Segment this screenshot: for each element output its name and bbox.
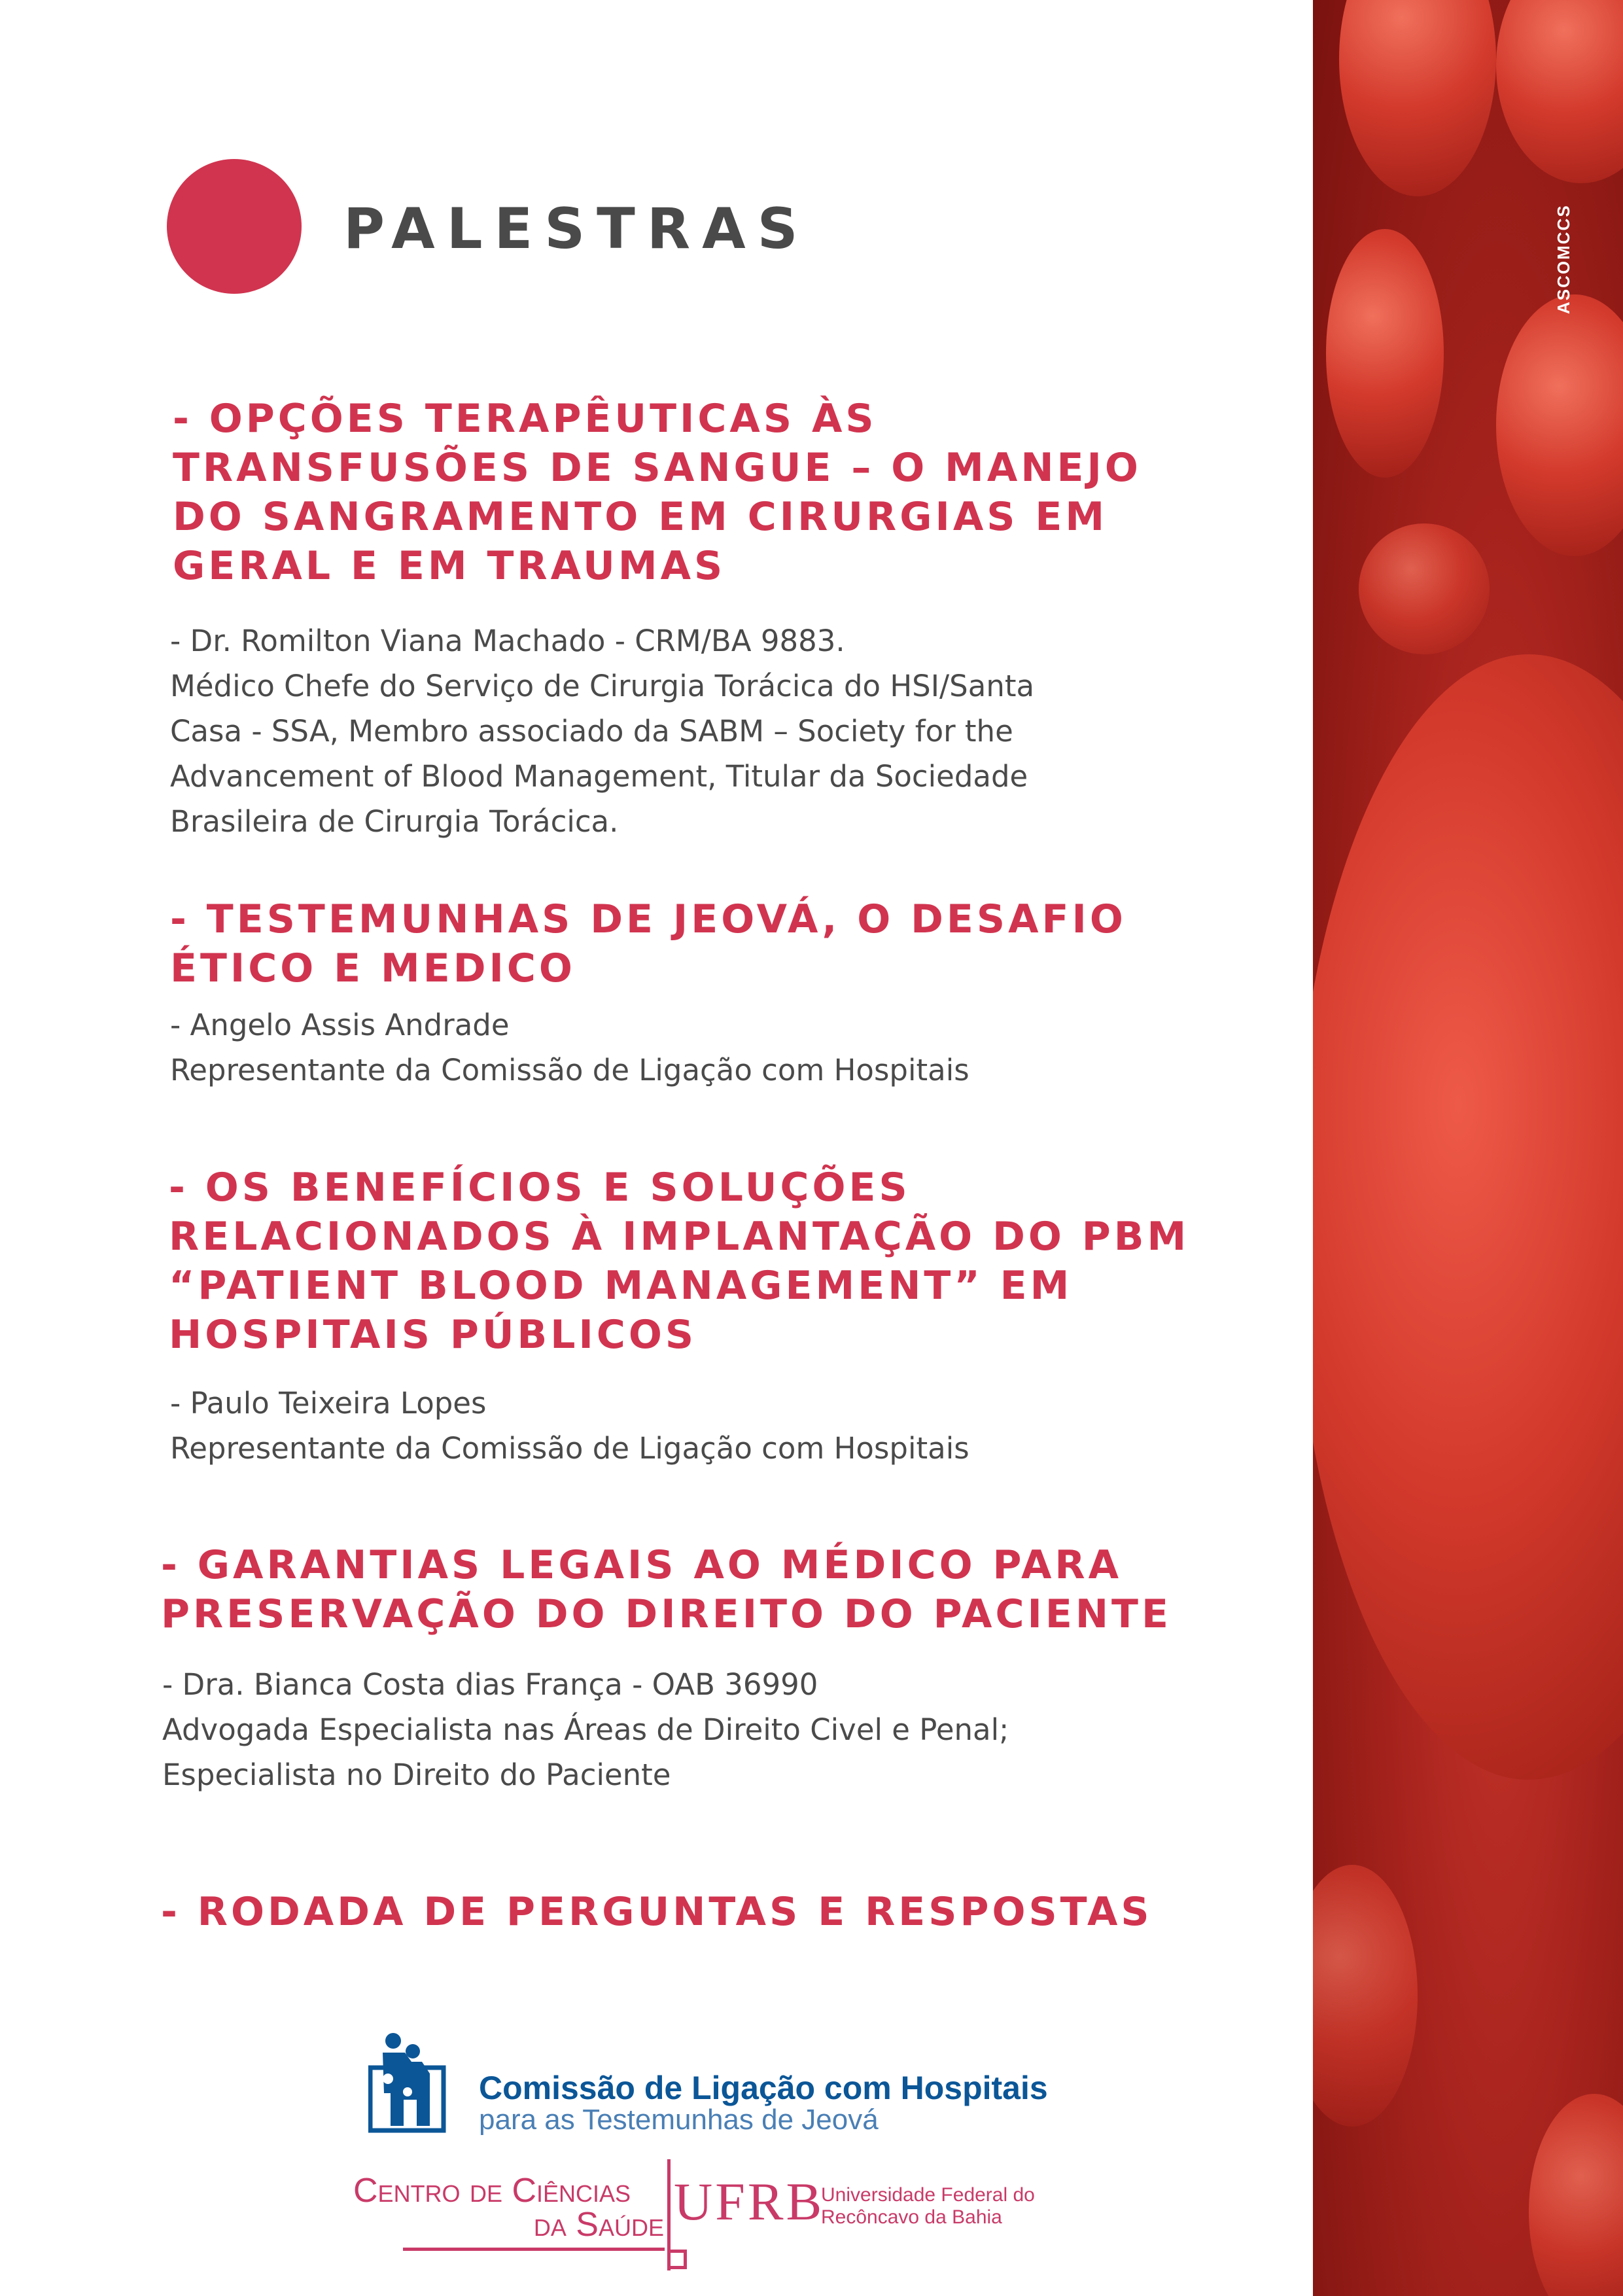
talk-speaker-3 [170,1381,1321,1471]
title-line: TRANSFUSÕES DE SANGUE – O MANEJO [173,445,1142,491]
decorative-circle [167,159,302,294]
title-line: HOSPITAIS PÚBLICOS [169,1312,697,1358]
clh-logo-icon [368,2032,447,2133]
body-line: - Paulo Teixeira Lopes [170,1386,487,1421]
blood-cell [1496,294,1623,556]
body-line: Casa - SSA, Membro associado da SABM – Society for the [170,714,1013,749]
title-line: PRESERVAÇÃO DO DIREITO DO PACIENTE [161,1591,1172,1637]
body-line: Representante da Comissão de Ligação com Hospitais [170,1431,969,1466]
clh-name: Comissão de Ligação com Hospitais [479,2070,1048,2106]
talk-title-4 [161,1541,1312,1639]
ufrb-name-line1: Universidade Federal do [821,2184,1035,2206]
blood-cell-large [1313,654,1623,1780]
body-line: Advogada Especialista nas Áreas de Direito Civel e Penal; [162,1712,1009,1747]
blood-cell [1529,2094,1623,2296]
talk-speaker-2 [170,1002,1321,1093]
blood-cell [1313,1865,1418,2127]
body-line: Especialista no Direito do Paciente [162,1757,671,1792]
body-line: Médico Chefe do Serviço de Cirurgia Torácica do HSI/Santa [170,669,1035,703]
ccs-name-line2: da Saúde [533,2206,664,2244]
ufrb-name-line2: Recôncavo da Bahia [821,2206,1002,2228]
blood-cell [1326,229,1444,478]
blood-cell [1359,523,1490,654]
title-line: “PATIENT BLOOD MANAGEMENT” EM [169,1263,1073,1309]
talk-title-3 [169,1163,1320,1360]
talk-title-5 [161,1888,1312,1937]
body-line: - Dra. Bianca Costa dias França - OAB 36990 [162,1667,818,1702]
title-line: DO SANGRAMENTO EM CIRURGIAS EM [173,494,1108,540]
body-line: - Angelo Assis Andrade [170,1008,510,1042]
talk-speaker-1 [170,618,1321,844]
body-line: Representante da Comissão de Ligação com Hospitais [170,1053,969,1087]
title-line: - GARANTIAS LEGAIS AO MÉDICO PARA [161,1542,1123,1588]
talk-title-2 [170,895,1321,993]
title-line: - OPÇÕES TERAPÊUTICAS ÀS [173,396,877,442]
blood-cell [1339,0,1496,196]
clh-subtitle: para as Testemunhas de Jeová [479,2104,879,2136]
blood-cell [1496,0,1623,183]
blood-cells-image [1313,0,1623,2296]
photo-credit: ASCOMCCS [1554,204,1573,314]
ccs-square [667,2250,687,2269]
title-line: GERAL E EM TRAUMAS [173,543,726,589]
title-line: - RODADA DE PERGUNTAS E RESPOSTAS [161,1889,1153,1935]
title-line: RELACIONADOS À IMPLANTAÇÃO DO PBM [169,1214,1190,1260]
body-line: Advancement of Blood Management, Titular da Sociedade [170,759,1028,794]
page-title: PALESTRAS [343,196,810,262]
ufrb-wordmark: UFRB [674,2172,825,2231]
title-line: - TESTEMUNHAS DE JEOVÁ, O DESAFIO [170,896,1126,942]
body-line: - Dr. Romilton Viana Machado - CRM/BA 9883. [170,624,845,658]
talk-title-1 [173,395,1324,591]
talk-speaker-4 [162,1662,1314,1797]
ccs-underline [403,2248,665,2251]
ccs-name-line1: Centro de Ciências [353,2172,631,2210]
title-line: - OS BENEFÍCIOS E SOLUÇÕES [169,1165,911,1210]
title-line: ÉTICO E MEDICO [170,945,576,991]
body-line: Brasileira de Cirurgia Torácica. [170,804,619,839]
